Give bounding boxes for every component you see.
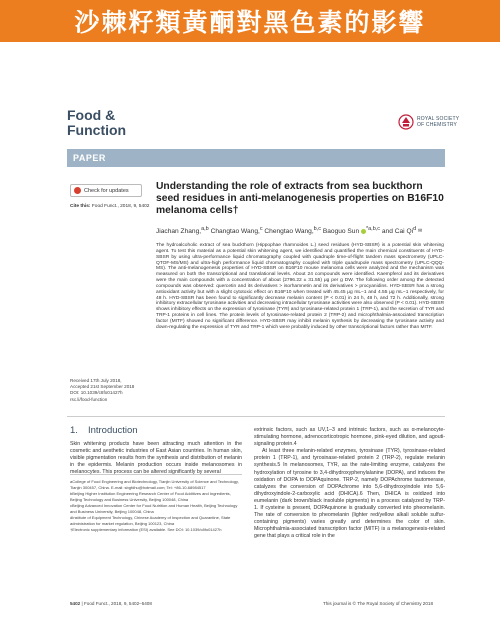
author-1: Jiachan Zhang, [156,228,202,236]
section-heading [70,425,148,436]
author-2: Changtao Wang, [208,228,260,236]
banner-title: 沙棘籽類黃酮對黑色素的影響 [0,0,500,42]
update-badge-icon [74,187,81,194]
paragraph-1: extrinsic factors, such as UV,1–3 and intrinsic factors, such as α-melanocyte-stimulating hormone, adrenocorticotropic hormone, pink-eyed dilution, and agouti-signaling protein.4 [254,427,445,448]
page-footer-left [70,601,152,606]
affiliation-footnotes [70,474,242,534]
section-number: 1. [70,425,78,436]
accepted-date: Accepted 21st September 2018 [70,384,135,390]
author-4: Baoguo Sun [321,228,360,236]
footnote-b: bBeijing Higher Institution Engineering Research Center of Food Additives and Ingredients, Beijing Technology and Business University, Beijing 100048, China [70,491,231,502]
journal-site-link[interactable]: rsc.li/food-function [70,396,108,402]
author-3-affil: b,c [313,226,321,232]
author-list [156,226,422,235]
journal-name-line1: Food & [67,107,116,123]
page-number: 5402 [70,601,81,606]
received-date: Received 17th July 2018, [70,378,122,383]
journal-name-line2: Function [67,122,127,138]
check-for-updates-button[interactable] [70,184,142,197]
author-5: and Cai Qi [380,228,414,236]
section-title: Introduction [87,425,138,436]
abstract: The hydroalcoholic extract of sea buckthorn (Hippophae rhamnoides L.) seed residues (HYD-SBSR) is a potential skin whitening agent. To test this material as a potential skin whitening agent, we identified and quantified the main chemical constituents of HYD-SBSR by using ultra-performance liquid chromatography coupled with quadruple time-of-flight tandem mass spectrometry (UPLC-QTOF-MS/MS) and ultra-high performance liquid chromatography coupled with triple quadrupole mass spectrometry (UPLC-QQQ-MS). The anti-melanogenesis properties of HYD-SBSR on B16F10 mouse melanoma cells were analyzed and the mechanism was measured on both the transcriptional and translational levels. About 24 compounds were identified. Kaempferol and its derivatives were the main compounds with a concentration of about (2796.22 ± 31.55) μg per g DW. The following order among the detected compounds was observed: quercetin and its derivatives > isorhamnetin and its derivatives > procyanidins. HYD-SBSR has a strong antioxidant activity but with a slight cytotoxic effect on B16F10 when treated with 45.45 μg mL−1 and 4.55 μg mL−1 respectively, for 48 h. HYD-SBSR has been found to significantly decrease melanin content (P < 0.01) in 24 h, 48 h, and 72 h. Additionally, strong inhibitory extracellular tyrosinase activities and decreasing intracellular tyrosinase activities were also observed (P < 0.01). HYD-SBSR shows inhibitory effects on the expression of tyrosinase (TYR) and tyrosinase-related protein 1 (TRP-1), and the secretion of TYR and TRP-1 proteins in cell lines. The protein levels of tyrosinase-related protein 2 (TRP-2) and microphthalmia-associated transcription factor (MITF) showed no significant difference. HYD-SBSR may inhibit melanin synthesis by decreasing the tyrosinase activity and down-regulating the expression of TYR and TRP-1 which were probably induced by other transcriptional factors rather than MITF. [156,243,444,330]
check-for-updates-label: Check for updates [84,187,129,194]
page-footer-right: This journal is © The Royal Society of Chemistry 2018 [323,601,434,606]
journal-logo [67,108,126,138]
body-column-left: Skin whitening products have been attracting much attention in the cosmetic and aesthetic industries of East Asian countries. In human skin, visible pigmentation results from the synthesis and distribution of melanin in the epidermis. Melanin production occurs inside melanosomes in melanocytes. This process can be altered significantly by several [70,441,242,476]
publisher-name-line2: OF CHEMISTRY [417,122,458,128]
footnote-a: aCollege of Food Engineering and Biotechnology, Tianjin University of Science and Technology, Tianjin 300457, China. E-mail: sbgfdhu@hotmail.com; Tel: +86-10-68984517 [70,479,239,490]
section-bar: PAPER [67,149,445,167]
cite-text: Food Funct., 2018, 9, 5402 [91,204,150,209]
citation [70,204,149,209]
footnote-c: cBeijing Advanced Innovation Center for Food Nutrition and Human Health, Beijing Technology and Business University, Beijing 100048, China [70,503,238,514]
email-icon[interactable]: ✉ [417,228,423,235]
footnote-esi: †Electronic supplementary information (ESI) available. See DOI: 10.1039/c8fo01427h [70,527,222,532]
author-5-affil: d [413,226,417,232]
article-dates [70,378,134,403]
author-3: Chengtao Wang, [262,228,314,236]
footer-citation: | Food Funct., 2018, 9, 5402–5408 [80,601,152,606]
divider [67,416,445,417]
doi-link[interactable]: DOI: 10.1039/c8fo01427h [70,390,123,396]
publisher-name-line1: ROYAL SOCIETY [417,116,460,122]
cite-prefix: Cite this: [70,204,91,209]
author-2-affil: c [259,226,263,232]
publisher-logo [398,114,459,130]
paragraph-2: At least three melanin-related enzymes, tyrosinase (TYR), tyrosinase-related protein 1 (TRP-1), and tyrosinase-related protein 2 (TRP-2), regulate melanin synthesis.5 In melanosomes, TYR, as the rate-limiting enzyme, catalyzes the hydroxylation of tyrosine to 3,4-dihydroxyphenylalanine (DOPA), and induces the oxidation of DOPA to DOPAquinone. TRP-2, namely DOPAchrome tautomerase, catalyzes the conversion of DOPAchrome into 5,6-dihydroxyindole into 5,6-dihydroxyindole-2-carboxylic acid (DHICA).6 Then, DHICA is oxidized into eumelanin (dark brown/black insoluble pigments) in a process catalyzed by TRP-1. If cysteine is present, DOPAquinone is gradually converted into pheomelanin. The rate of conversion to pheomelanin (lighter red/yellow alkali soluble sulfur-containing pigments) varies greatly and determines the color of skin. Microphthalmia-associated transcription factor (MITF) is a melanogenesis-related gene that plays a critical role in the [254,448,445,540]
footnote-d: dInstitute of Equipment Technology, Chinese Academy of Inspection and Quarantine, State administration for market regulation, Beijing 100123, China [70,515,231,526]
article-title: Understanding the role of extracts from sea buckthorn seed residues in anti-melanogenesis properties on B16F10 melanoma cells† [156,181,444,216]
body-column-right [254,427,445,541]
author-4-affil: *a,b,c [365,226,381,232]
author-1-affil: a,b [201,226,209,232]
rsc-crest-icon [398,114,414,130]
